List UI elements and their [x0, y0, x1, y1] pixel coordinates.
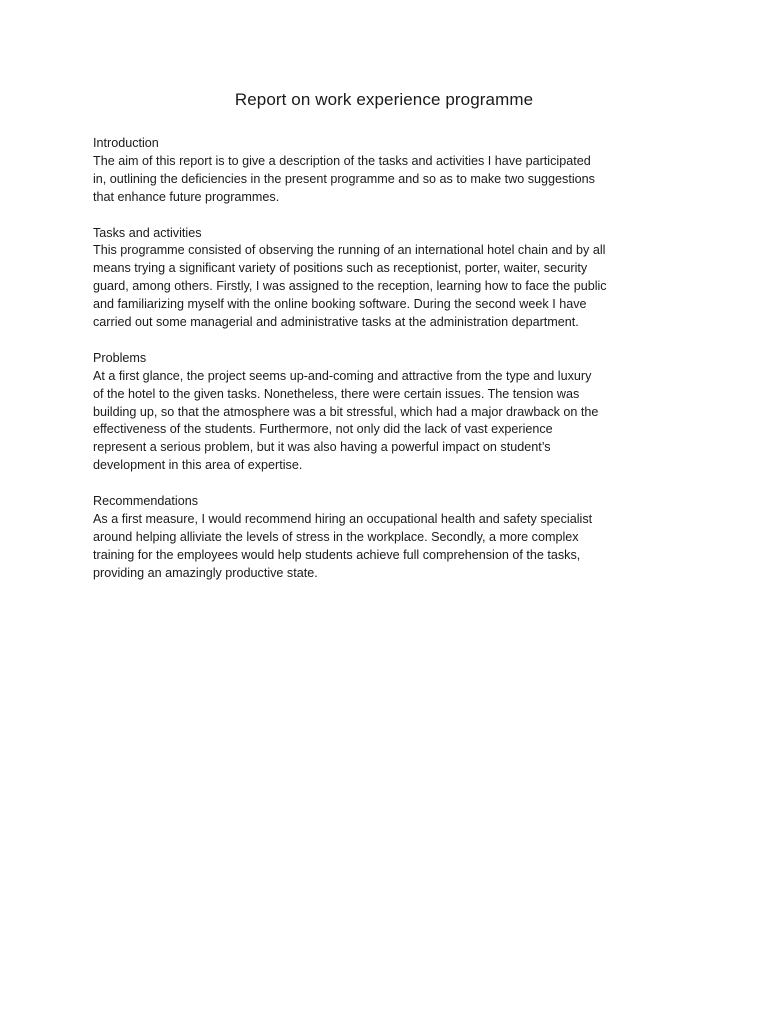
section-heading: Introduction	[93, 136, 159, 150]
section-problems	[93, 350, 673, 475]
paragraph-line: means trying a significant variety of positions such as receptionist, porter, waiter, security	[93, 261, 588, 276]
paragraph-line: effectiveness of the students. Furthermore, not only did the lack of vast experience	[93, 422, 553, 437]
paragraph-line: around helping alliviate the levels of stress in the workplace. Secondly, a more complex	[93, 529, 579, 544]
paragraph-line: represent a serious problem, but it was also having a powerful impact on student’s	[93, 440, 551, 455]
section-paragraph	[93, 153, 673, 207]
paragraph-line: As a first measure, I would recommend hiring an occupational health and safety specialist	[93, 511, 593, 526]
section-paragraph	[93, 511, 673, 583]
paragraph-line: building up, so that the atmosphere was a bit stressful, which had a major drawback on the	[93, 404, 599, 419]
paragraph-line: This programme consisted of observing the running of an international hotel chain and by all	[93, 243, 606, 258]
paragraph-line: in, outlining the deficiencies in the present programme and so as to make two suggestions	[93, 171, 595, 186]
document-body	[93, 135, 673, 601]
document-title: Report on work experience programme	[234, 90, 534, 109]
paragraph-line: carried out some managerial and administrative tasks at the administration department.	[93, 315, 579, 330]
section-paragraph	[93, 368, 673, 475]
section-paragraph	[93, 242, 673, 332]
paragraph-line: guard, among others. Firstly, I was assigned to the reception, learning how to face the public	[93, 279, 607, 294]
paragraph-line: providing an amazingly productive state.	[93, 565, 318, 580]
paragraph-line: of the hotel to the given tasks. Nonetheless, there were certain issues. The tension was	[93, 386, 580, 401]
paragraph-line: that enhance future programmes.	[93, 189, 280, 204]
paragraph-line: training for the employees would help students achieve full comprehension of the tasks,	[93, 547, 581, 562]
paragraph-line: and familiarizing myself with the online booking software. During the second week I have	[93, 297, 587, 312]
section-heading: Tasks and activities	[93, 225, 202, 240]
section-heading: Recommendations	[93, 494, 198, 509]
paragraph-line: At a first glance, the project seems up-and-coming and attractive from the type and luxury	[93, 368, 592, 383]
paragraph-line: The aim of this report is to give a description of the tasks and activities I have participated	[93, 153, 591, 168]
paragraph-line: development in this area of expertise.	[93, 458, 303, 473]
section-introduction	[93, 135, 673, 207]
section-recommendations	[93, 493, 673, 583]
section-heading: Problems	[93, 350, 147, 365]
section-tasks-and-activities	[93, 225, 673, 332]
